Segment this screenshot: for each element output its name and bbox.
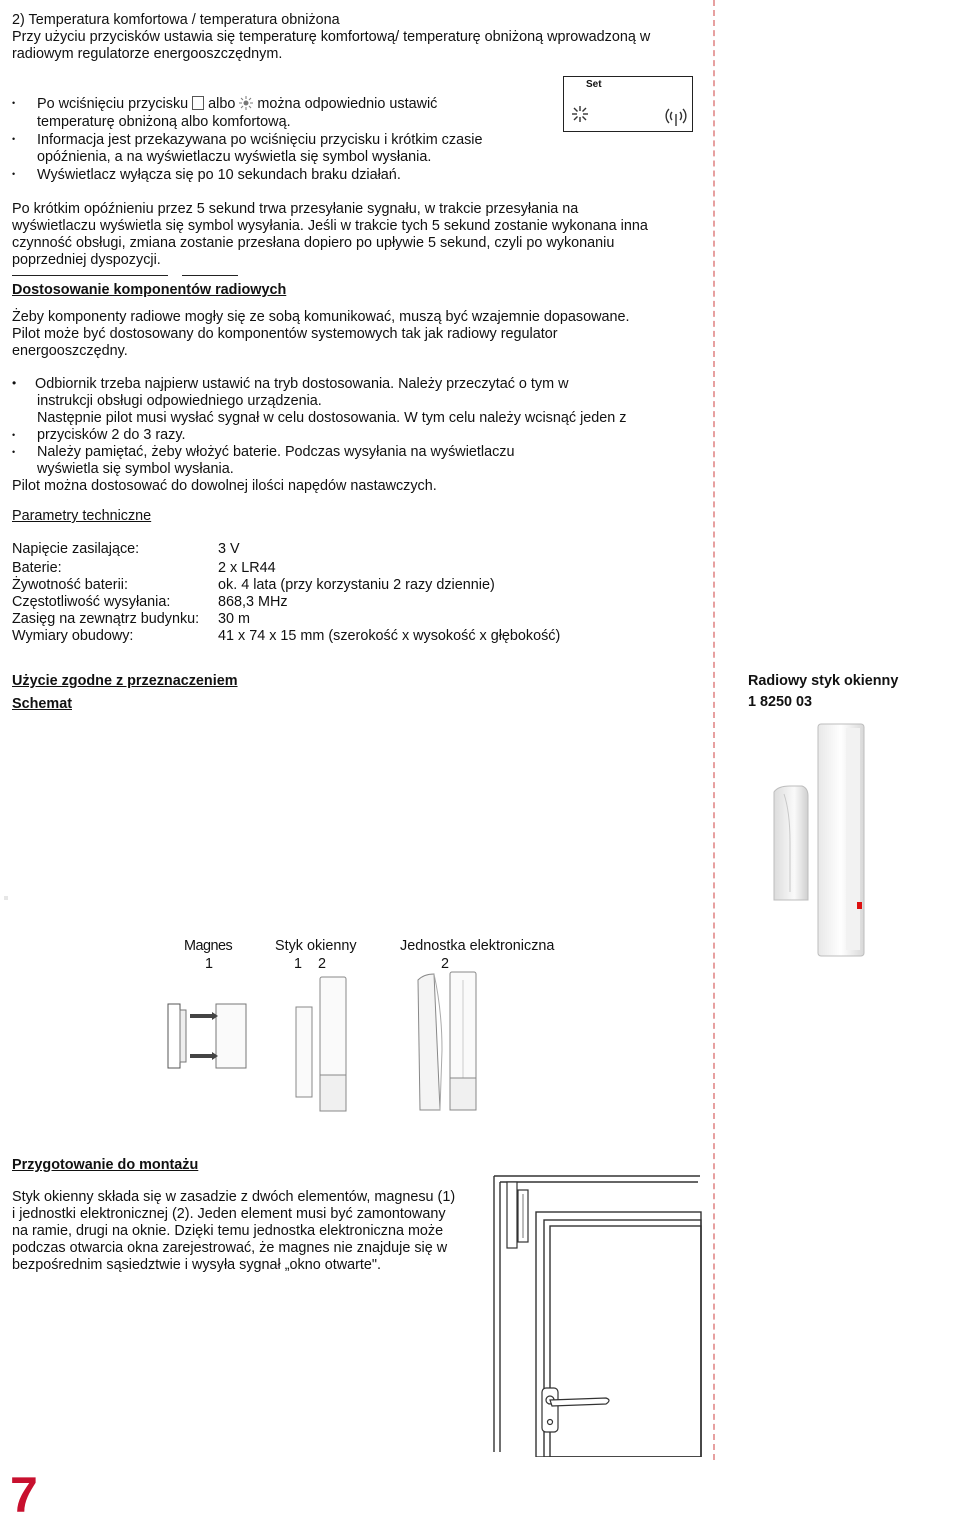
scan-artifact xyxy=(4,896,8,900)
specs-heading: Parametry techniczne xyxy=(12,508,152,524)
intro-line-2: radiowym regulatorze energooszczędnym. xyxy=(12,46,283,62)
sun-button-icon xyxy=(239,96,253,115)
pairing-intro-line-2: Pilot może być dostosowany do komponentów systemowych tak jak radiowy regulator xyxy=(12,326,558,342)
bullet-info-line-2: opóźnienia, a na wyświetlaczu wyświetla się symbol wysłania. xyxy=(37,149,432,165)
moon-button-icon xyxy=(192,96,204,115)
window-installation-drawing xyxy=(488,1172,703,1457)
spec-label: Żywotność baterii: xyxy=(12,577,128,593)
page-number: 7 xyxy=(10,1467,38,1523)
schema-heading: Schemat xyxy=(12,696,72,712)
bullet-mark: • xyxy=(12,430,16,440)
section-heading-temperature: 2) Temperatura komfortowa / temperatura obniżona xyxy=(12,12,340,28)
transmission-para-line-2: wyświetlaczu wyświetla się symbol wysyłania. Jeśli w trakcie tych 5 sekund zostanie wykonana inna xyxy=(12,218,648,234)
pairing-intro-line-3: energooszczędny. xyxy=(12,343,128,359)
spec-value: 3 V xyxy=(218,541,240,557)
pairing-step-2-line-2: przycisków 2 do 3 razy. xyxy=(37,427,186,443)
part-number-contact: 1 2 xyxy=(294,956,326,972)
section-heading-pairing: Dostosowanie komponentów radiowych xyxy=(12,282,287,298)
spec-label: Zasięg na zewnątrz budynku: xyxy=(12,611,200,627)
magnet-exploded-drawing xyxy=(160,1000,250,1072)
prep-line-4: podczas otwarcia okna zarejestrować, że magnes nie znajduje się w xyxy=(12,1240,448,1256)
pairing-step-2-line-1: Następnie pilot musi wysłać sygnał w celu dostosowania. W tym celu należy wcisnąć jeden z xyxy=(37,410,627,426)
bullet-mark: • xyxy=(12,134,16,144)
bullet-mark: • xyxy=(12,98,16,108)
usage-heading: Użycie zgodne z przeznaczeniem xyxy=(12,673,238,689)
bullet-buttons-text-c: można odpowiednio ustawić xyxy=(257,96,438,112)
part-label-electronic-unit: Jednostka elektroniczna xyxy=(400,938,555,954)
separator-rule xyxy=(182,275,238,276)
transmission-para-line-4: poprzedniej dyspozycji. xyxy=(12,252,161,268)
spec-value: 41 x 74 x 15 mm (szerokość x wysokość x głębokość) xyxy=(218,628,561,644)
window-contact-product-image xyxy=(770,722,880,958)
prep-line-1: Styk okienny składa się w zasadzie z dwóch elementów, magnesu (1) xyxy=(12,1189,456,1205)
spec-label: Napięcie zasilające: xyxy=(12,541,140,557)
bullet-buttons-text-b: albo xyxy=(208,96,236,112)
transmission-para-line-3: czynność obsługi, zmiana zostanie przesłana dopiero po upływie 5 sekund, czyli po wykonaniu xyxy=(12,235,615,251)
prep-line-3: na ramie, drugi na oknie. Dzięki temu jednostka elektroniczna może xyxy=(12,1223,444,1239)
bullet-buttons-text-a: Po wciśnięciu przycisku xyxy=(37,96,189,112)
separator-rule xyxy=(12,275,168,276)
pairing-closing: Pilot można dostosować do dowolnej ilości napędów nastawczych. xyxy=(12,478,437,494)
window-contact-drawing xyxy=(290,975,350,1115)
prep-heading: Przygotowanie do montażu xyxy=(12,1157,199,1173)
bullet-mark: • xyxy=(12,376,17,390)
pairing-step-3-line-1: Należy pamiętać, żeby włożyć baterie. Podczas wysyłania na wyświetlaczu xyxy=(37,444,515,460)
intro-line-1: Przy użyciu przycisków ustawia się temperaturę komfortową/ temperaturę obniżoną wprowadzoną w xyxy=(12,29,651,45)
product-name: Radiowy styk okienny xyxy=(748,673,899,689)
bullet-mark: • xyxy=(12,447,16,457)
spec-value: ok. 4 lata (przy korzystaniu 2 razy dziennie) xyxy=(218,577,495,593)
pairing-step-1-line-2: instrukcji obsługi odpowiedniego urządzenia. xyxy=(37,393,322,409)
bullet-info-line-1: Informacja jest przekazywana po wciśnięciu przycisku i krótkim czasie xyxy=(37,132,483,148)
pairing-step-1-line-1: Odbiornik trzeba najpierw ustawić na tryb dostosowania. Należy przeczytać o tym w xyxy=(35,376,569,392)
spec-value: 30 m xyxy=(218,611,250,627)
bullet-buttons-line-2: temperaturę obniżoną albo komfortową. xyxy=(37,114,291,130)
part-label-magnet: Magnes xyxy=(184,938,233,954)
spec-label: Częstotliwość wysyłania: xyxy=(12,594,171,610)
display-illustration xyxy=(563,76,693,132)
bullet-mark: • xyxy=(12,169,16,179)
display-set-label: Set xyxy=(586,79,602,90)
pairing-intro-line-1: Żeby komponenty radiowe mogły się ze sobą komunikować, muszą być wzajemnie dopasowane. xyxy=(12,309,630,325)
product-code: 1 8250 03 xyxy=(748,694,813,710)
electronic-unit-drawing xyxy=(410,970,490,1115)
transmission-para-line-1: Po krótkim opóźnieniu przez 5 sekund trwa przesyłanie sygnału, w trakcie przesyłania na xyxy=(12,201,579,217)
spec-value: 868,3 MHz xyxy=(218,594,288,610)
spec-label: Wymiary obudowy: xyxy=(12,628,134,644)
bullet-buttons-line-1 xyxy=(37,96,437,115)
part-label-contact: Styk okienny xyxy=(275,938,357,954)
spec-label: Baterie: xyxy=(12,560,62,576)
spec-value: 2 x LR44 xyxy=(218,560,276,576)
part-number-magnet: 1 xyxy=(205,956,214,972)
pairing-step-3-line-2: wyświetla się symbol wysłania. xyxy=(37,461,234,477)
part-number-electronic-unit: 2 xyxy=(441,956,450,972)
margin-line xyxy=(713,0,715,1460)
bullet-display-off: Wyświetlacz wyłącza się po 10 sekundach braku działań. xyxy=(37,167,401,183)
prep-line-5: bezpośrednim sąsiedztwie i wysyła sygnał „okno otwarte". xyxy=(12,1257,382,1273)
prep-line-2: i jednostki elektronicznej (2). Jeden element musi być zamontowany xyxy=(12,1206,446,1222)
